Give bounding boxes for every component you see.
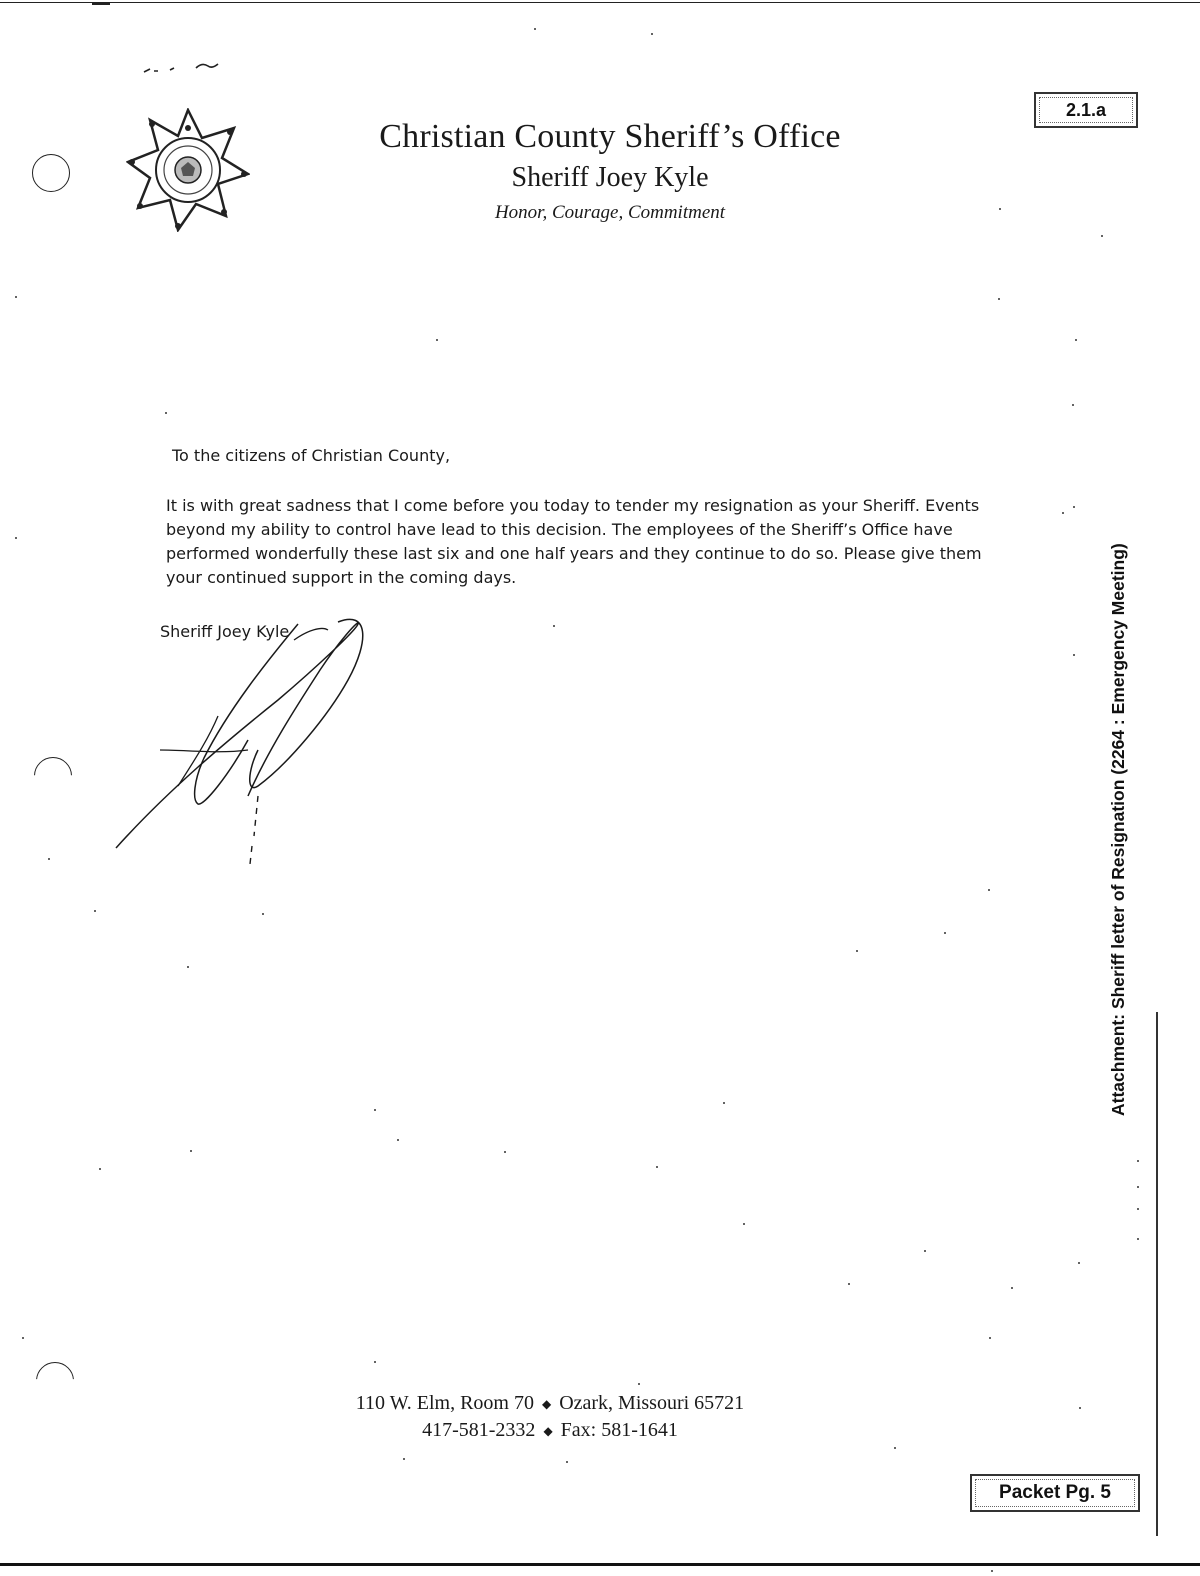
scan-speck [534, 28, 536, 30]
scan-speck [1137, 1160, 1139, 1162]
letter-body-line: performed wonderfully these last six and one half years and they continue to do so. Please give them [166, 544, 982, 563]
footer-fax: Fax: 581-1641 [560, 1419, 678, 1441]
scan-speck [988, 889, 990, 891]
scan-speck [1101, 235, 1103, 237]
attachment-side-label: Attachment: Sheriff letter of Resignation (2264 : Emergency Meeting) [1108, 543, 1128, 1116]
scan-speck [1137, 1208, 1139, 1210]
sheriff-name: Sheriff Joey Kyle [511, 162, 709, 193]
scan-speck [998, 298, 1000, 300]
scan-speck [1137, 1238, 1139, 1240]
sheriff-star-badge-icon [126, 108, 250, 232]
scan-speck [374, 1361, 376, 1363]
scan-speck [397, 1139, 399, 1141]
letter-signer-name: Sheriff Joey Kyle [160, 622, 290, 641]
scan-speck [1078, 1262, 1080, 1264]
scan-speck [262, 913, 264, 915]
office-name: Christian County Sheriff’s Office [379, 118, 841, 155]
letter-body-line: your continued support in the coming days. [166, 568, 517, 587]
handwritten-signature [108, 600, 378, 870]
scan-speck [856, 950, 858, 952]
scan-speck [651, 33, 653, 35]
office-motto: Honor, Courage, Commitment [494, 202, 726, 223]
scan-speck [848, 1283, 850, 1285]
scan-speck [190, 1150, 192, 1152]
packet-page-stamp [970, 1474, 1140, 1512]
scan-speck [22, 1337, 24, 1339]
letter-body [166, 494, 1016, 590]
scan-speck [999, 208, 1001, 210]
scan-speck [553, 625, 555, 627]
scan-speck [48, 858, 50, 860]
scan-speck [436, 339, 438, 341]
corner-scribble-mark [140, 58, 224, 80]
scan-speck [94, 910, 96, 912]
footer-address-line [300, 1392, 800, 1415]
scan-speck [1073, 506, 1075, 508]
scan-speck [1075, 339, 1077, 341]
scan-speck [656, 1166, 658, 1168]
stamp-dotted-border [1039, 97, 1133, 123]
footer-contact-line [300, 1419, 800, 1442]
scan-speck [991, 1570, 993, 1572]
letter-salutation: To the citizens of Christian County, [172, 446, 451, 465]
scan-speck [187, 966, 189, 968]
hole-punch-bottom [36, 1362, 74, 1400]
hole-punch-top [32, 154, 70, 192]
agenda-item-number: 2.1.a [1065, 100, 1107, 120]
top-border-line [0, 2, 1200, 3]
stamp-dotted-border [975, 1479, 1135, 1507]
scan-speck [1062, 512, 1064, 514]
scan-speck [374, 1109, 376, 1111]
scan-speck [638, 1383, 640, 1385]
footer-street: 110 W. Elm, Room 70 [355, 1392, 534, 1414]
scan-speck [989, 1337, 991, 1339]
footer-phone: 417-581-2332 [422, 1419, 536, 1441]
scan-speck [99, 1168, 101, 1170]
bottom-border-line [0, 1563, 1200, 1566]
scan-speck [924, 1250, 926, 1252]
scan-speck [504, 1151, 506, 1153]
packet-page-number: Packet Pg. 5 [999, 1482, 1111, 1503]
scan-speck [1072, 404, 1074, 406]
agenda-item-stamp [1034, 92, 1138, 128]
scan-speck [15, 296, 17, 298]
scan-speck [723, 1102, 725, 1104]
letter-body-line: beyond my ability to control have lead to this decision. The employees of the Sheriff’s Office have [166, 520, 953, 539]
footer-separator: ◆ [543, 1423, 553, 1438]
scan-speck [894, 1447, 896, 1449]
footer-city: Ozark, Missouri 65721 [559, 1392, 745, 1414]
hole-punch-middle [34, 757, 72, 795]
scan-speck [1073, 654, 1075, 656]
scan-speck [944, 932, 946, 934]
scan-speck [1137, 1186, 1139, 1188]
scan-speck [15, 537, 17, 539]
right-margin-line [1156, 1012, 1158, 1536]
top-border-mark [92, 2, 110, 5]
footer-separator: ◆ [541, 1396, 552, 1411]
scan-speck [743, 1223, 745, 1225]
scan-speck [403, 1458, 405, 1460]
letter-body-line: It is with great sadness that I come before you today to tender my resignation as your Sheriff. Events [166, 496, 980, 515]
scan-speck [1011, 1287, 1013, 1289]
scan-speck [1079, 1407, 1081, 1409]
scan-speck [165, 412, 167, 414]
scan-speck [566, 1461, 568, 1463]
